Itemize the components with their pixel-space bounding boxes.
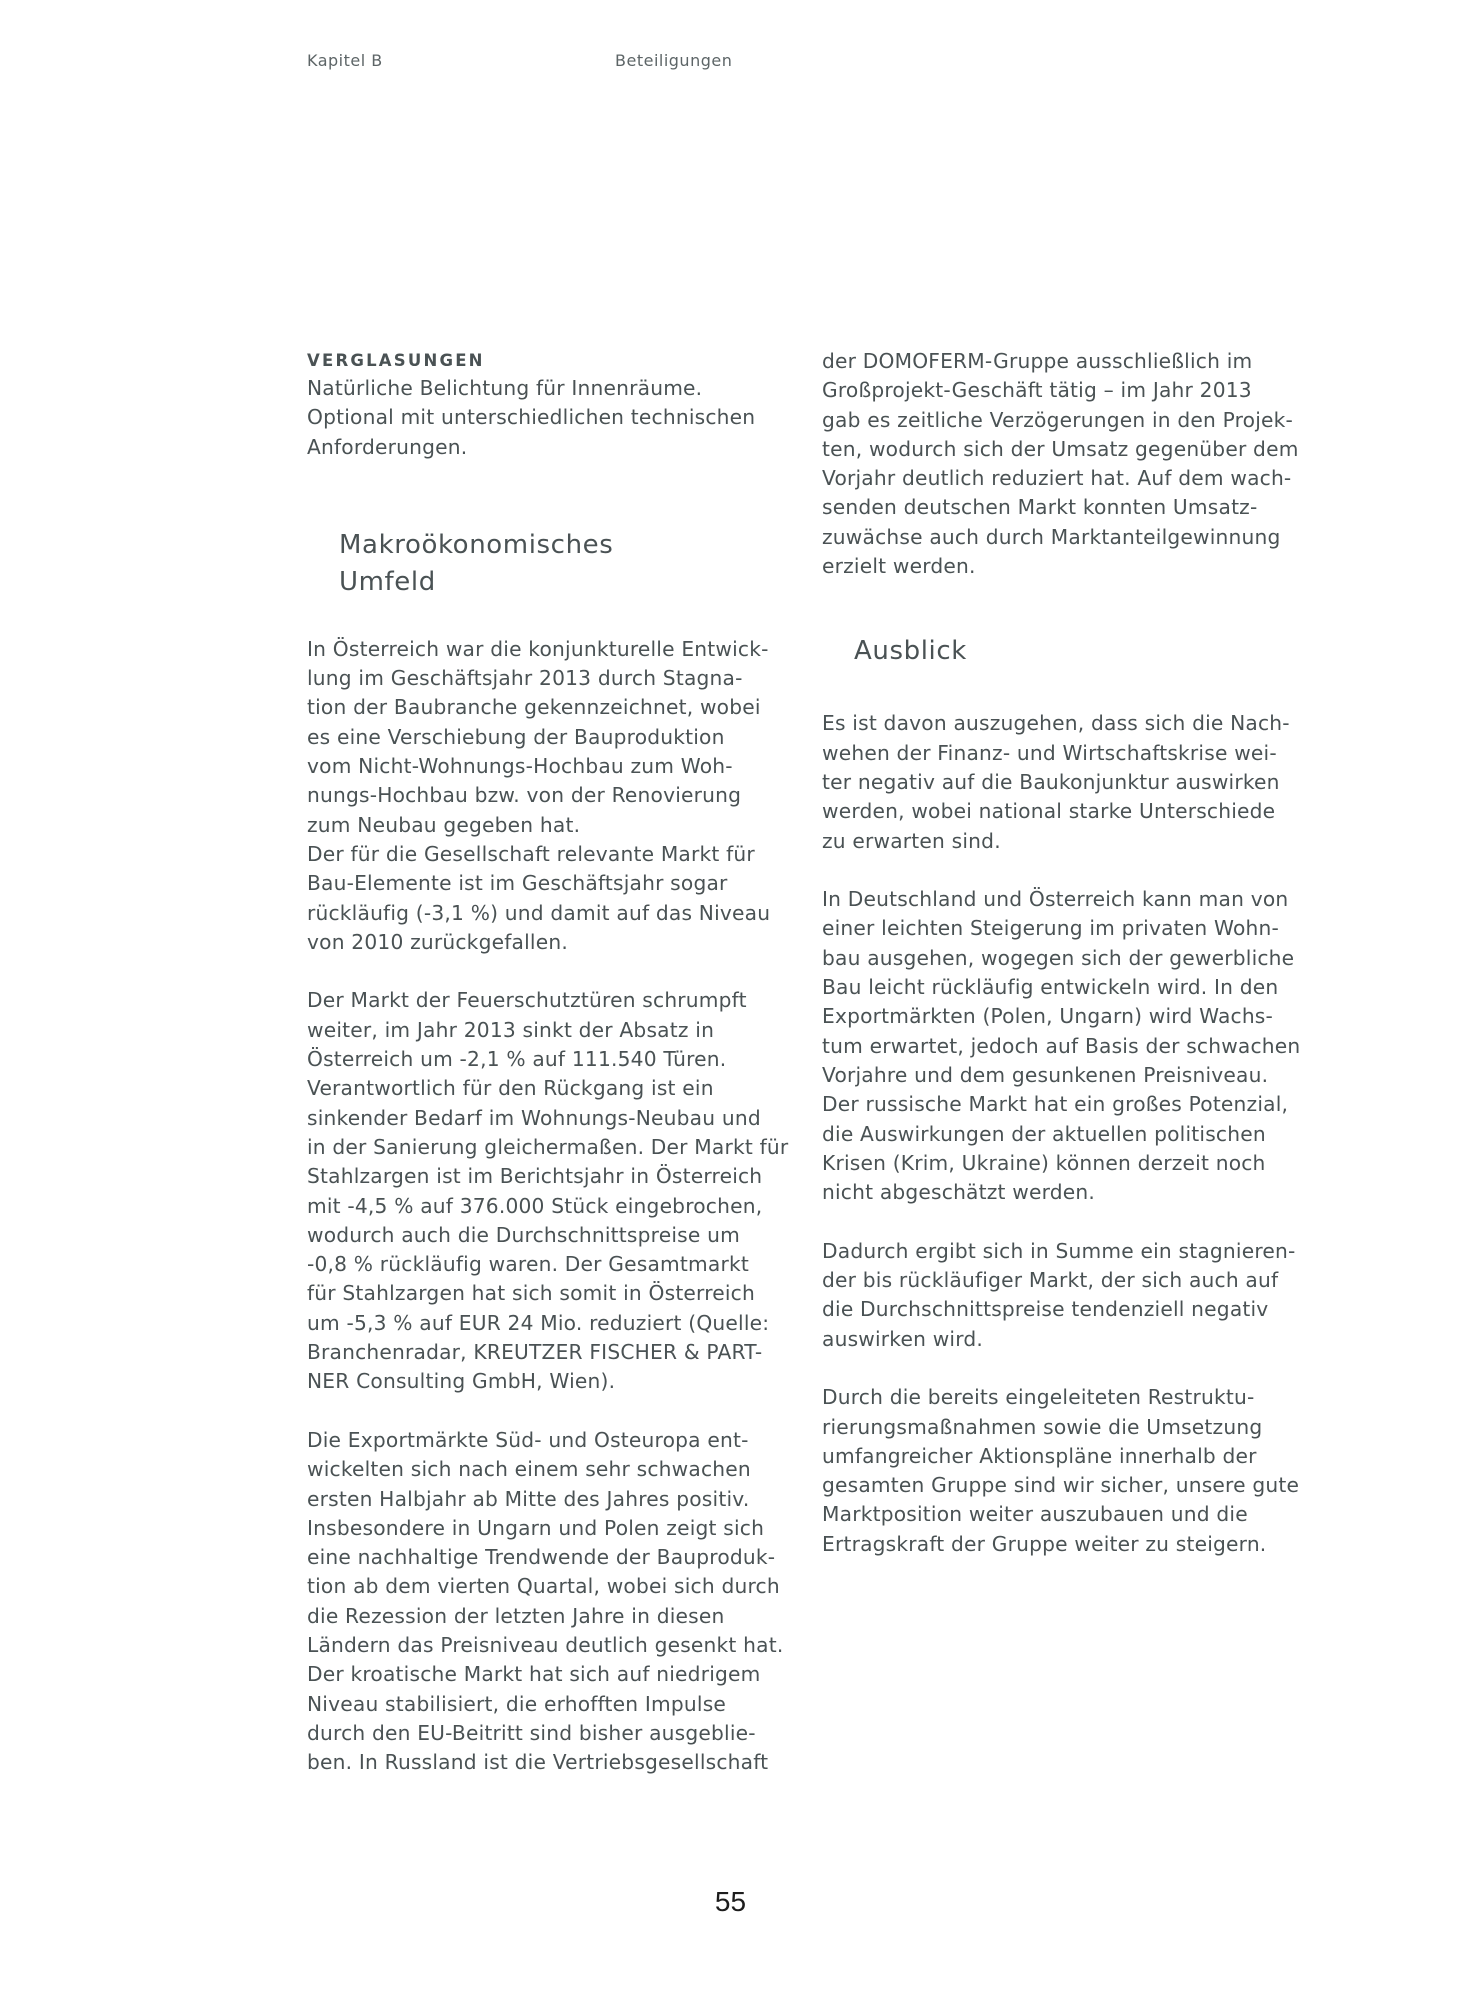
paragraph <box>822 1237 1322 1354</box>
text-line: bau ausgehen, wogegen sich der gewerbliche <box>822 945 1295 970</box>
paragraph <box>307 986 807 1396</box>
text-line: tion ab dem vierten Quartal, wobei sich durch <box>307 1574 780 1599</box>
text-line: Anforderungen. <box>307 434 468 459</box>
paragraph <box>822 885 1322 1207</box>
text-line: durch den EU-Beitritt sind bisher ausgeblie- <box>307 1720 756 1745</box>
caption-text <box>307 374 807 462</box>
text-line: die Rezession der letzten Jahre in diesen <box>307 1603 725 1628</box>
text-line: Exportmärkten (Polen, Ungarn) wird Wachs- <box>822 1004 1274 1029</box>
text-line: Niveau stabilisiert, die erhofften Impulse <box>307 1691 727 1716</box>
text-line: mit -4,5 % auf 376.000 Stück eingebrochen, <box>307 1193 763 1218</box>
text-line: Krisen (Krim, Ukraine) können derzeit noch <box>822 1150 1266 1175</box>
text-line: Insbesondere in Ungarn und Polen zeigt sich <box>307 1515 765 1540</box>
text-line: Österreich um -2,1 % auf 111.540 Türen. <box>307 1047 727 1072</box>
text-line: ben. In Russland ist die Vertriebsgesellschaft <box>307 1750 769 1775</box>
text-line: um -5,3 % auf EUR 24 Mio. reduziert (Quelle: <box>307 1310 770 1335</box>
text-line: es eine Verschiebung der Bauproduktion <box>307 724 725 749</box>
text-line: Natürliche Belichtung für Innenräume. <box>307 376 703 400</box>
text-line: weiter, im Jahr 2013 sinkt der Absatz in <box>307 1017 715 1042</box>
page-number: 55 <box>714 1886 747 1917</box>
text-line: tion der Baubranche gekennzeichnet, wobei <box>307 695 761 720</box>
text-line: gesamten Gruppe sind wir sicher, unsere gute <box>822 1473 1300 1498</box>
running-head-section: Beteiligungen <box>615 51 733 70</box>
text-line: auswirken wird. <box>822 1326 983 1351</box>
text-line: der DOMOFERM-Gruppe ausschließlich im <box>822 349 1253 373</box>
paragraph <box>822 1383 1322 1559</box>
running-head-chapter: Kapitel B <box>307 51 383 70</box>
text-line: Ertragskraft der Gruppe weiter zu steigern. <box>822 1531 1267 1556</box>
text-line: NER Consulting GmbH, Wien). <box>307 1369 616 1394</box>
text-line: ter negativ auf die Baukonjunktur auswirken <box>822 769 1280 794</box>
text-line: ten, wodurch sich der Umsatz gegenüber dem <box>822 436 1299 461</box>
text-line: die Durchschnittspreise tendenziell negativ <box>822 1297 1269 1322</box>
text-line: Großprojekt-Geschäft tätig – im Jahr 2013 <box>822 378 1252 403</box>
paragraph-continuation <box>822 347 1322 581</box>
text-line: lung im Geschäftsjahr 2013 durch Stagna- <box>307 666 743 691</box>
section-heading-ausblick: Ausblick <box>854 636 967 667</box>
text-line: vom Nicht-Wohnungs-Hochbau zum Woh- <box>307 754 733 779</box>
text-line: In Österreich war die konjunkturelle Entwick- <box>307 636 769 661</box>
text-line: -0,8 % rückläufig waren. Der Gesamtmarkt <box>307 1252 749 1277</box>
text-line: Durch die bereits eingeleiteten Restruktu- <box>822 1385 1255 1410</box>
text-line: nungs-Hochbau bzw. von der Renovierung <box>307 783 742 808</box>
text-line: rierungsmaßnahmen sowie die Umsetzung <box>822 1414 1263 1439</box>
text-line: Die Exportmärkte Süd- und Osteuropa ent- <box>307 1427 749 1452</box>
text-line: In Deutschland und Österreich kann man von <box>822 887 1289 912</box>
text-line: senden deutschen Markt konnten Umsatz- <box>822 495 1258 520</box>
text-line: Dadurch ergibt sich in Summe ein stagnieren- <box>822 1238 1296 1263</box>
text-line: Bau-Elemente ist im Geschäftsjahr sogar <box>307 871 728 896</box>
section-heading-makrooekonomisches-umfeld <box>307 527 807 601</box>
text-line: nicht abgeschätzt werden. <box>822 1180 1095 1205</box>
text-line: eine nachhaltige Trendwende der Bauproduk- <box>307 1545 776 1570</box>
paragraph <box>307 635 807 957</box>
right-column <box>822 347 1322 1559</box>
caption-label: VERGLASUNGEN <box>307 351 485 370</box>
text-line: Marktposition weiter auszubauen und die <box>822 1502 1248 1527</box>
text-line: ersten Halbjahr ab Mitte des Jahres positiv. <box>307 1486 750 1511</box>
text-line: wodurch auch die Durchschnittspreise um <box>307 1222 740 1247</box>
paragraph <box>822 709 1322 855</box>
text-line: Stahlzargen ist im Berichtsjahr in Österreich <box>307 1164 763 1189</box>
text-line: Der für die Gesellschaft relevante Markt für <box>307 841 755 866</box>
text-line: für Stahlzargen hat sich somit in Österreich <box>307 1281 755 1306</box>
text-line: zu erwarten sind. <box>822 828 1001 853</box>
text-line: Ländern das Preisniveau deutlich gesenkt hat. <box>307 1632 784 1657</box>
text-line: die Auswirkungen der aktuellen politischen <box>822 1121 1266 1146</box>
text-line: Der kroatische Markt hat sich auf niedrigem <box>307 1662 761 1687</box>
text-line: in der Sanierung gleichermaßen. Der Markt für <box>307 1134 789 1159</box>
text-line: gab es zeitliche Verzögerungen in den Projek- <box>822 407 1294 432</box>
text-line: Bau leicht rückläufig entwickeln wird. In den <box>822 975 1279 1000</box>
text-line: Es ist davon auszugehen, dass sich die Nach- <box>822 711 1290 736</box>
left-column <box>307 347 807 1777</box>
image-caption <box>307 347 807 462</box>
text-line: Vorjahr deutlich reduziert hat. Auf dem wach- <box>822 466 1292 491</box>
text-line: Der russische Markt hat ein großes Potenzial, <box>822 1092 1289 1117</box>
text-line: wickelten sich nach einem sehr schwachen <box>307 1457 751 1482</box>
text-line: von 2010 zurückgefallen. <box>307 929 568 954</box>
text-line: wehen der Finanz- und Wirtschaftskrise wei- <box>822 740 1277 765</box>
text-line: umfangreicher Aktionspläne innerhalb der <box>822 1443 1257 1468</box>
text-line: erzielt werden. <box>822 554 976 579</box>
text-line: Optional mit unterschiedlichen technischen <box>307 405 756 430</box>
text-line: zum Neubau gegeben hat. <box>307 812 581 837</box>
text-line: einer leichten Steigerung im privaten Wohn- <box>822 916 1280 941</box>
heading-line: Makroökonomisches <box>339 529 614 560</box>
text-line: rückläufig (-3,1 %) und damit auf das Niveau <box>307 900 771 925</box>
text-line: zuwächse auch durch Marktanteilgewinnung <box>822 524 1281 549</box>
text-line: sinkender Bedarf im Wohnungs-Neubau und <box>307 1105 761 1130</box>
text-line: Verantwortlich für den Rückgang ist ein <box>307 1076 714 1101</box>
text-line: Der Markt der Feuerschutztüren schrumpft <box>307 988 747 1013</box>
heading-line: Umfeld <box>339 566 436 597</box>
paragraph <box>307 1426 807 1778</box>
text-line: Vorjahre und dem gesunkenen Preisniveau. <box>822 1062 1269 1087</box>
text-line: werden, wobei national starke Unterschiede <box>822 799 1276 824</box>
text-line: tum erwartet, jedoch auf Basis der schwachen <box>822 1033 1301 1058</box>
text-line: Branchenradar, KREUTZER FISCHER & PART- <box>307 1340 763 1365</box>
text-line: der bis rückläufiger Markt, der sich auch auf <box>822 1268 1279 1293</box>
